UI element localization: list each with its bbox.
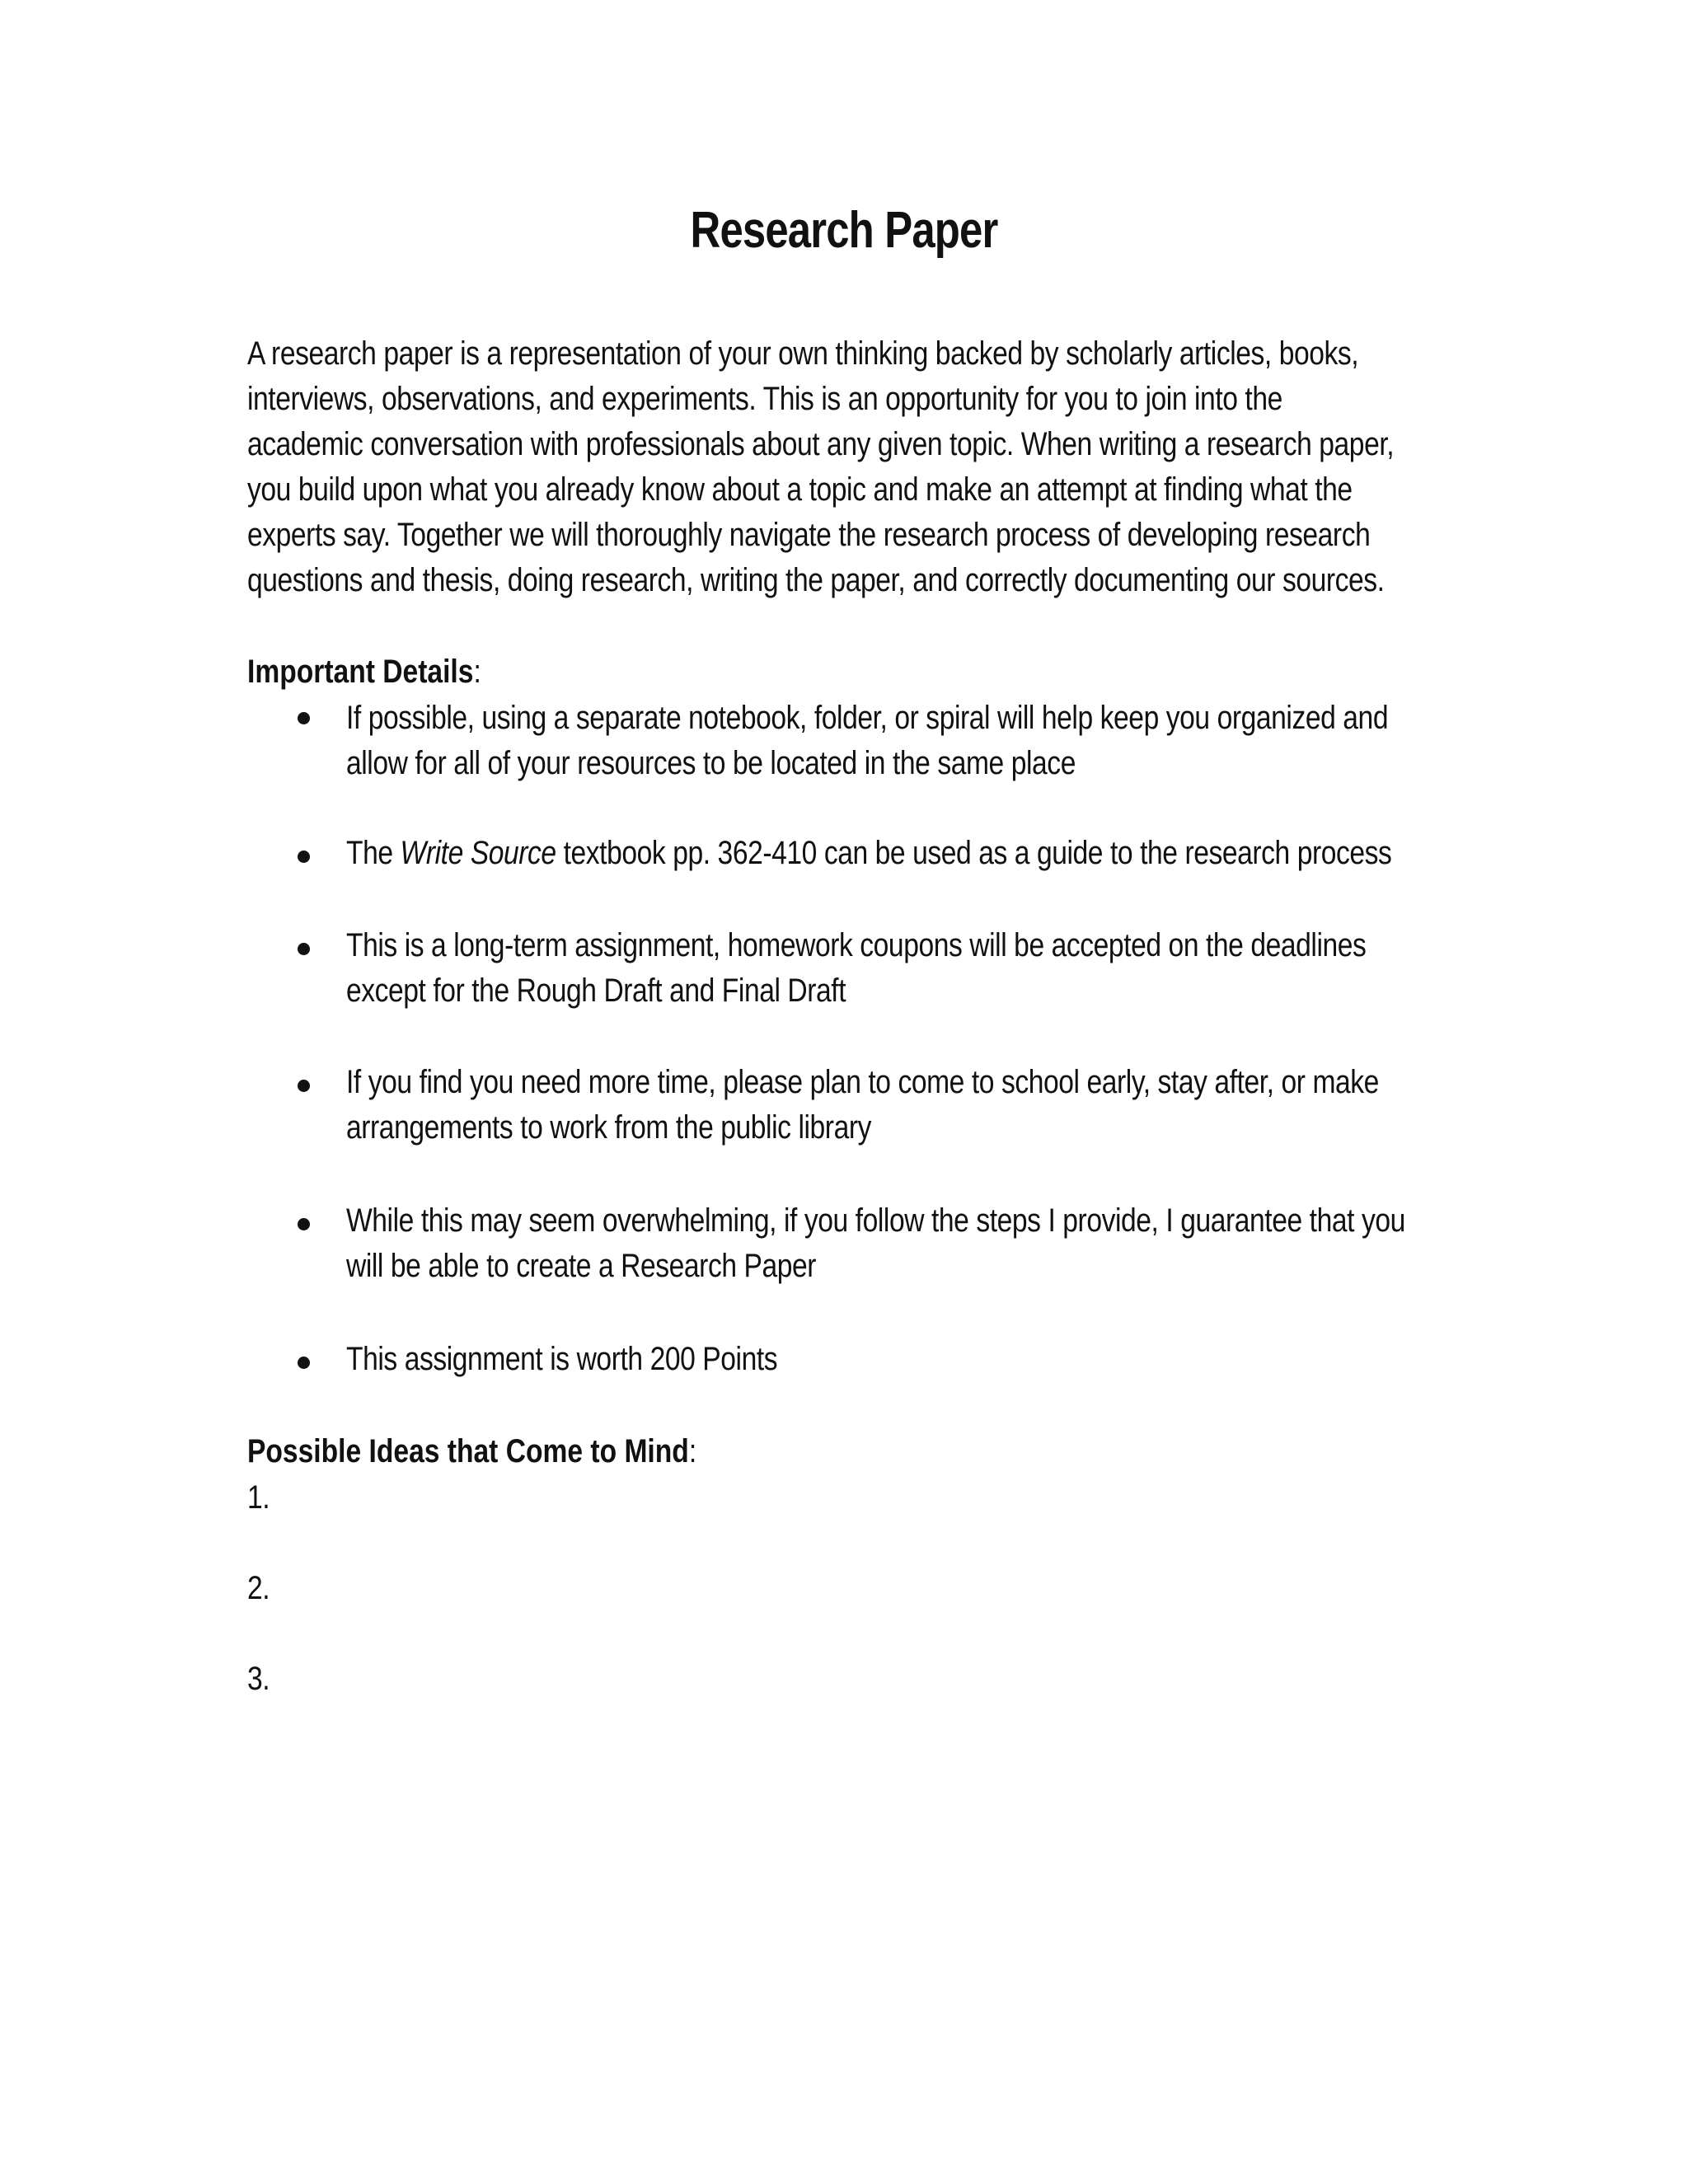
intro-line: you build upon what you already know about a topic and make an attempt at finding what the: [247, 471, 1353, 508]
intro-line: experts say. Together we will thoroughly navigate the research process of developing research: [247, 517, 1371, 553]
heading-colon: :: [688, 1433, 697, 1469]
list-item-suffix: textbook pp. 362-410 can be used as a guide to the research process: [556, 835, 1392, 871]
intro-line: interviews, observations, and experiments. This is an opportunity for you to join into the: [247, 381, 1282, 417]
list-item-line: [346, 831, 1391, 876]
list-item-line: This assignment is worth 200 Points: [346, 1341, 778, 1377]
list-item-prefix: The: [346, 835, 401, 871]
list-item-line: arrangements to work from the public library: [346, 1109, 871, 1146]
intro-line: questions and thesis, doing research, writing the paper, and correctly documenting our sources.: [247, 562, 1385, 598]
bullet-icon: [298, 851, 310, 863]
idea-item-3: 3.: [247, 1661, 270, 1697]
page-title: Research Paper: [690, 202, 998, 259]
list-item-line: While this may seem overwhelming, if you follow the steps I provide, I guarantee that you: [346, 1202, 1405, 1239]
list-item-line: This is a long-term assignment, homework coupons will be accepted on the deadlines: [346, 927, 1367, 963]
idea-item-1: 1.: [247, 1479, 270, 1516]
list-item-line: will be able to create a Research Paper: [346, 1248, 817, 1284]
possible-ideas-heading: [247, 1429, 696, 1474]
list-item-text: [346, 696, 1587, 786]
list-item-text: [346, 831, 1591, 876]
idea-item-2: 2.: [247, 1570, 270, 1606]
bullet-icon: [298, 712, 310, 724]
bullet-icon: [298, 1080, 310, 1092]
list-item-line: except for the Rough Draft and Final Draft: [346, 972, 846, 1009]
list-item-line: If you find you need more time, please plan to come to school early, stay after, or make: [346, 1064, 1379, 1100]
list-item-text: [346, 1337, 860, 1382]
book-title: Write Source: [400, 835, 556, 871]
list-item-text: [346, 1198, 1607, 1289]
bullet-icon: [298, 943, 310, 955]
bullet-icon: [298, 1218, 310, 1230]
list-item-text: [346, 1060, 1576, 1151]
heading-colon: :: [473, 654, 481, 690]
intro-paragraph: [247, 331, 1612, 603]
intro-line: academic conversation with professionals about any given topic. When writing a research paper,: [247, 426, 1395, 462]
important-details-heading: [247, 649, 481, 695]
intro-line: A research paper is a representation of your own thinking backed by scholarly articles, books,: [247, 335, 1359, 372]
important-details-heading-text: Important Details: [247, 654, 474, 690]
possible-ideas-heading-text: Possible Ideas that Come to Mind: [247, 1433, 689, 1469]
list-item-line: If possible, using a separate notebook, folder, or spiral will help keep you organized and: [346, 700, 1389, 736]
list-item-line: allow for all of your resources to be located in the same place: [346, 745, 1076, 781]
bullet-icon: [298, 1357, 310, 1369]
list-item-text: [346, 923, 1560, 1014]
